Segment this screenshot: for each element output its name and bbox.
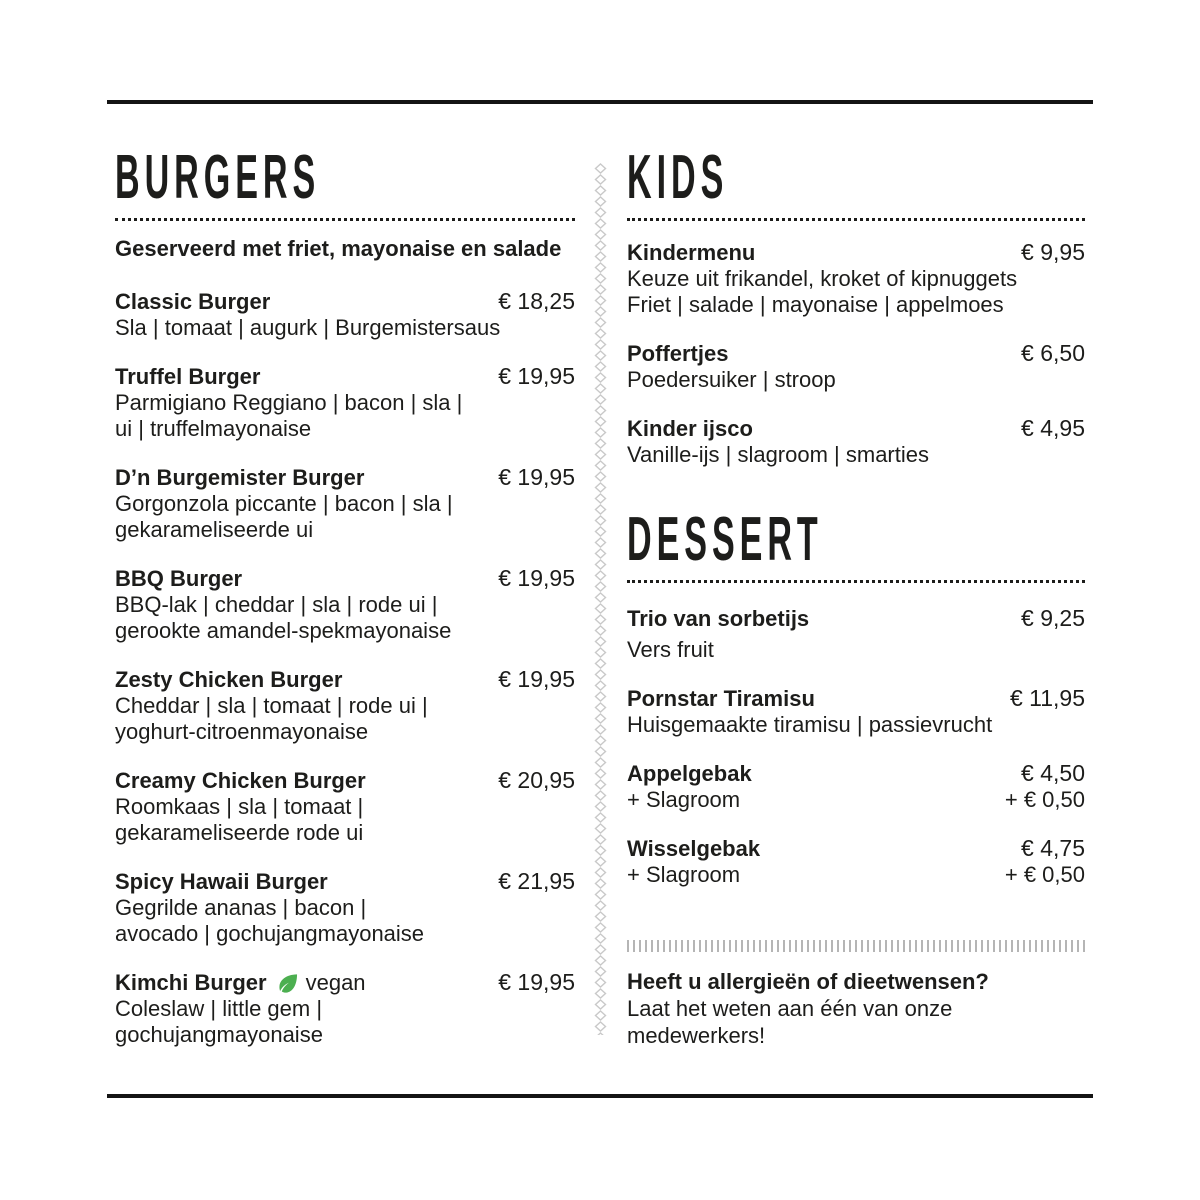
item-price: € 4,95 (1021, 415, 1085, 441)
dotted-divider (115, 218, 575, 221)
item-price: € 18,25 (498, 288, 575, 314)
menu-item-kinder-ijsco (627, 415, 1085, 468)
item-name: Classic Burger (115, 289, 271, 314)
menu-item-trio-van-sorbetijs (627, 605, 1085, 663)
hatch-divider (627, 940, 1085, 952)
burgers-column (115, 143, 575, 1048)
item-name: Appelgebak (627, 761, 752, 786)
menu-item-spicy-hawaii-burger (115, 868, 575, 947)
item-desc-line: gekarameliseerde ui (115, 517, 314, 542)
item-price: € 19,95 (498, 464, 575, 490)
item-name: Truffel Burger (115, 364, 261, 389)
addon-price: + € 0,50 (1004, 787, 1085, 812)
item-name: Kindermenu (627, 240, 756, 265)
item-desc-line: ui | truffelmayonaise (115, 416, 312, 441)
section-title-dessert: DESSERT (627, 505, 823, 574)
item-name: Pornstar Tiramisu (627, 686, 815, 711)
item-desc-line: Gorgonzola piccante | bacon | sla | (115, 491, 453, 516)
menu-item-bbq-burger (115, 565, 575, 644)
menu-item-pornstar-tiramisu (627, 685, 1085, 738)
section-title-kids: KIDS (627, 143, 729, 212)
item-price: € 19,95 (498, 363, 575, 389)
item-desc-line: Huisgemaakte tiramisu | passievrucht (627, 712, 993, 737)
item-name: Zesty Chicken Burger (115, 667, 343, 692)
item-desc-line: Cheddar | sla | tomaat | rode ui | (115, 693, 428, 718)
item-name: Trio van sorbetijs (627, 606, 810, 631)
item-desc-line: gerookte amandel-spekmayonaise (115, 618, 452, 643)
item-price: € 9,95 (1021, 239, 1085, 265)
item-desc-line: Gegrilde ananas | bacon | (115, 895, 367, 920)
burgers-note: Geserveerd met friet, mayonaise en salade (115, 236, 562, 261)
item-name: Kinder ijsco (627, 416, 753, 441)
addon-price: + € 0,50 (1004, 862, 1085, 887)
item-desc-line: Vanille-ijs | slagroom | smarties (627, 442, 929, 467)
addon-label: + Slagroom (627, 787, 741, 812)
menu-item-creamy-chicken-burger (115, 767, 575, 846)
item-name: D’n Burgemister Burger (115, 465, 365, 490)
addon-label: + Slagroom (627, 862, 741, 887)
item-desc-line: Coleslaw | little gem | (115, 996, 323, 1021)
item-desc-line: Parmigiano Reggiano | bacon | sla | (115, 390, 463, 415)
item-addon (627, 787, 1085, 813)
section-title-burgers: BURGERS (115, 143, 321, 212)
top-rule (107, 100, 1093, 104)
item-price: € 6,50 (1021, 340, 1085, 366)
item-name: Poffertjes (627, 341, 729, 366)
menu-item-truffel-burger (115, 363, 575, 442)
kids-dessert-column (627, 143, 1085, 1049)
item-desc-line: Roomkaas | sla | tomaat | (115, 794, 364, 819)
allergy-note-line: medewerkers! (627, 1023, 766, 1048)
item-name: Spicy Hawaii Burger (115, 869, 328, 894)
item-addon (627, 862, 1085, 888)
item-price: € 19,95 (498, 666, 575, 692)
menu-item-kimchi-burger (115, 969, 575, 1048)
menu-item-wisselgebak (627, 835, 1085, 888)
menu-item-appelgebak (627, 760, 1085, 813)
menu-item-burgemister-burger (115, 464, 575, 543)
item-desc-line: BBQ-lak | cheddar | sla | rode ui | (115, 592, 438, 617)
vegan-badge (276, 970, 366, 996)
item-price: € 9,25 (1021, 605, 1085, 631)
item-desc-line: Friet | salade | mayonaise | appelmoes (627, 292, 1004, 317)
bottom-rule (107, 1094, 1093, 1098)
menu-item-poffertjes (627, 340, 1085, 393)
item-price: € 21,95 (498, 868, 575, 894)
item-desc-line: yoghurt-citroenmayonaise (115, 719, 369, 744)
item-price: € 4,50 (1021, 760, 1085, 786)
item-name: Creamy Chicken Burger (115, 768, 366, 793)
item-name: Wisselgebak (627, 836, 761, 861)
item-price: € 19,95 (498, 969, 575, 995)
vegan-leaf-icon (276, 973, 299, 994)
item-name (115, 970, 366, 996)
vegan-label: vegan (305, 970, 366, 995)
item-name-text: Kimchi Burger (115, 970, 267, 995)
menu-item-zesty-chicken-burger (115, 666, 575, 745)
item-price: € 4,75 (1021, 835, 1085, 861)
item-desc-line: gekarameliseerde rode ui (115, 820, 364, 845)
item-name: BBQ Burger (115, 566, 243, 591)
item-desc-line: Poedersuiker | stroop (627, 367, 836, 392)
menu-item-classic-burger (115, 288, 575, 341)
item-desc-line: Vers fruit (627, 637, 714, 662)
item-desc-line: avocado | gochujangmayonaise (115, 921, 425, 946)
menu-item-kindermenu (627, 239, 1085, 318)
dotted-divider (627, 218, 1085, 221)
item-desc-line: Keuze uit frikandel, kroket of kipnuggets (627, 266, 1018, 291)
item-price: € 11,95 (1009, 685, 1085, 711)
item-desc-line: gochujangmayonaise (115, 1022, 323, 1047)
item-desc-line: Sla | tomaat | augurk | Burgemistersaus (115, 315, 501, 340)
allergy-note-line: Laat het weten aan één van onze (627, 996, 953, 1021)
allergy-note-title: Heeft u allergieën of dieetwensen? (627, 969, 989, 994)
dotted-divider (627, 580, 1085, 583)
item-price: € 19,95 (498, 565, 575, 591)
item-price: € 20,95 (498, 767, 575, 793)
column-divider (594, 163, 607, 1035)
